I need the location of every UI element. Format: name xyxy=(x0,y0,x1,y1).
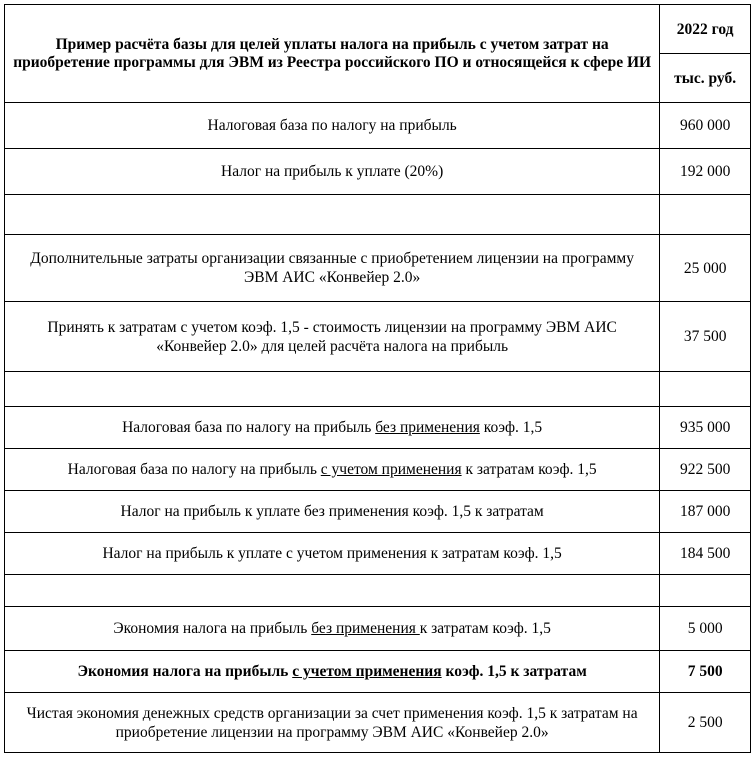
tax-calculation-table-wrapper xyxy=(4,4,751,753)
row-label: Налог на прибыль к уплате без применения коэф. 1,5 к затратам xyxy=(5,491,660,533)
row-label: Налоговая база по налогу на прибыль без применения коэф. 1,5 xyxy=(5,407,660,449)
row-value: 7 500 xyxy=(660,651,751,693)
row-label xyxy=(5,372,660,407)
row-label: Принять к затратам с учетом коэф. 1,5 - стоимость лицензии на программу ЭВМ АИС «Конвейер 2.0» для целей расчёта налога на прибыль xyxy=(5,302,660,372)
row-value: 192 000 xyxy=(660,149,751,195)
table-row-highlight xyxy=(5,651,751,693)
row-label: Экономия налога на прибыль без применения к затратам коэф. 1,5 xyxy=(5,607,660,651)
table-row xyxy=(5,235,751,302)
empty-row xyxy=(5,372,751,407)
row-value: 25 000 xyxy=(660,235,751,302)
row-label xyxy=(5,195,660,235)
row-label xyxy=(5,575,660,607)
row-value: 5 000 xyxy=(660,607,751,651)
row-value: 37 500 xyxy=(660,302,751,372)
row-value: 922 500 xyxy=(660,449,751,491)
row-label: Экономия налога на прибыль с учетом применения коэф. 1,5 к затратам xyxy=(5,651,660,693)
row-value: 184 500 xyxy=(660,533,751,575)
row-label: Налог на прибыль к уплате с учетом применения к затратам коэф. 1,5 xyxy=(5,533,660,575)
empty-row xyxy=(5,575,751,607)
tax-calculation-table xyxy=(4,4,751,753)
row-value: 960 000 xyxy=(660,103,751,149)
row-value: 187 000 xyxy=(660,491,751,533)
row-value xyxy=(660,195,751,235)
table-row xyxy=(5,607,751,651)
year-header: 2022 год xyxy=(660,5,751,54)
row-value xyxy=(660,575,751,607)
row-label: Налоговая база по налогу на прибыль xyxy=(5,103,660,149)
empty-row xyxy=(5,195,751,235)
table-row xyxy=(5,533,751,575)
table-row xyxy=(5,491,751,533)
header-row xyxy=(5,5,751,54)
table-row xyxy=(5,149,751,195)
table-row xyxy=(5,449,751,491)
table-title: Пример расчёта базы для целей уплаты налога на прибыль с учетом затрат на приобретение программы для ЭВМ из Реестра российского ПО и относящейся к сфере ИИ xyxy=(5,5,660,103)
table-row xyxy=(5,302,751,372)
row-label: Дополнительные затраты организации связанные с приобретением лицензии на программу ЭВМ АИС «Конвейер 2.0» xyxy=(5,235,660,302)
row-value xyxy=(660,372,751,407)
row-label: Налог на прибыль к уплате (20%) xyxy=(5,149,660,195)
row-value: 2 500 xyxy=(660,693,751,753)
row-label: Чистая экономия денежных средств организации за счет применения коэф. 1,5 к затратам на приобретение лицензии на программу ЭВМ АИС «Конвейер 2.0» xyxy=(5,693,660,753)
table-row xyxy=(5,103,751,149)
unit-header: тыс. руб. xyxy=(660,54,751,103)
row-label: Налоговая база по налогу на прибыль с учетом применения к затратам коэф. 1,5 xyxy=(5,449,660,491)
table-row xyxy=(5,693,751,753)
row-value: 935 000 xyxy=(660,407,751,449)
table-row xyxy=(5,407,751,449)
